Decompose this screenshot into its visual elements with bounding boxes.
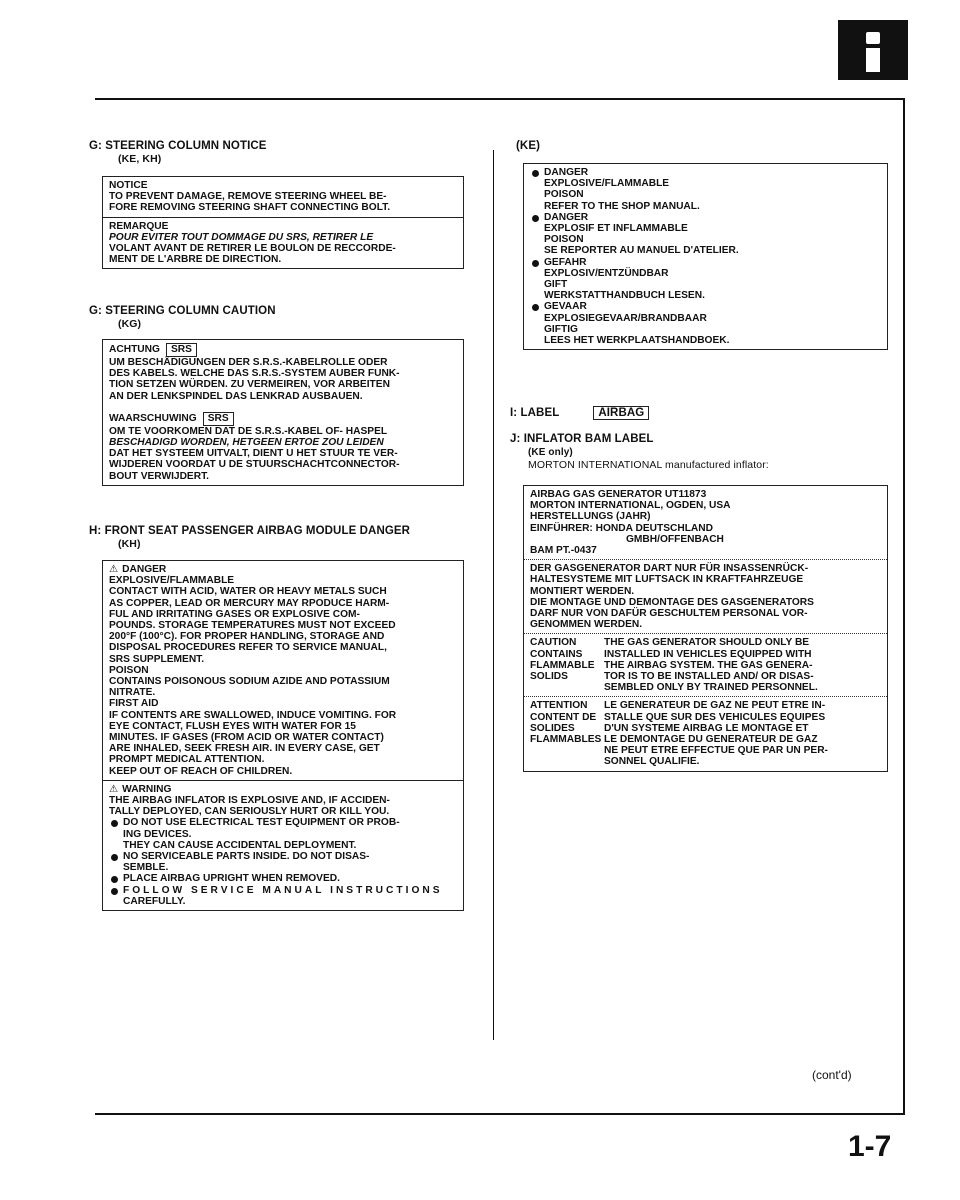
bullet-item: GEVAAR <box>530 301 881 312</box>
h-danger-section: ⚠ DANGER EXPLOSIVE/FLAMMABLE CONTACT WITH ACID, WATER OR HEAVY METALS SUCH AS COPPER, LEAD OR MERCURY MAY RPODUCE HARM- FUL AND IRRITATING GASES OR EXPLOSIVE COM- POUNDS. STORAGE TEMPERATURES MUST NOT EXCEED 200°F (100°C). FOR PROPER HANDLING, STORAGE AND DISPOSAL PROCEDURES REFER TO SERVICE MANUAL, SRS SUPPLEMENT. POISON CONTAINS POISONOUS SODIUM AZIDE AND POTASSIUM NITRATE. FIRST AID IF CONTENTS ARE SWALLOWED, INDUCE VOMITING. FOR EYE CONTACT, FLUSH EYES WITH WATER FOR 15 MINUTES. IF GASES (FROM ACID OR WATER CONTACT) ARE INHALED, SEEK FRESH AIR. IN EVERY CASE, GET PROMPT MEDICAL ATTENTION. KEEP OUT OF REACH OF CHILDREN. <box>103 561 463 780</box>
bullet-item: GEFAHR <box>530 257 881 268</box>
i-heading: I: LABEL AIRBAG <box>510 406 649 420</box>
bullet-item: FOLLOW SERVICE MANUAL INSTRUCTIONS <box>109 885 457 896</box>
bullet-item: DANGER <box>530 167 881 178</box>
page-number: 1-7 <box>848 1130 892 1163</box>
j-top-section: AIRBAG GAS GENERATOR UT11873 MORTON INTERNATIONAL, OGDEN, USA HERSTELLUNGS (JAHR) EINFÜHRER: HONDA DEUTSCHLAND GMBH/OFFENBACH BAM PT.-0437 <box>530 489 731 557</box>
top-rule <box>95 98 905 100</box>
srs-tag: SRS <box>203 412 234 426</box>
ke-heading: (KE) <box>516 140 541 152</box>
g1-heading: G: STEERING COLUMN NOTICE (KE, KH) <box>89 140 267 165</box>
warning-triangle-icon: ⚠ WARNING <box>109 784 457 795</box>
g2-label-box <box>102 339 464 486</box>
bullet-item: PLACE AIRBAG UPRIGHT WHEN REMOVED. <box>109 873 457 884</box>
h-label-box <box>102 560 464 911</box>
remarque-section: REMARQUE POUR EVITER TOUT DOMMAGE DU SRS, RETIRER LE VOLANT AVANT DE RETIRER LE BOULON DE RECCORDE- MENT DE L'ARBRE DE DIRECTION. <box>103 217 463 269</box>
ke-label-box <box>523 163 888 350</box>
bullet-item: DO NOT USE ELECTRICAL TEST EQUIPMENT OR PROB- <box>109 817 457 828</box>
airbag-tag: AIRBAG <box>593 406 649 420</box>
warning-triangle-icon: ⚠ DANGER <box>109 564 457 575</box>
bullet-item: NO SERVICEABLE PARTS INSIDE. DO NOT DISAS- <box>109 851 457 862</box>
notice-section: NOTICE TO PREVENT DAMAGE, REMOVE STEERING WHEEL BE- FORE REMOVING STEERING SHAFT CONNECTING BOLT. <box>109 180 391 214</box>
achtung-section: ACHTUNG SRS UM BESCHÄDIGUNGEN DER S.R.S.-KABELROLLE ODER DES KABELS. WELCHE DAS S.R.S.-SYSTEM AUBER FUNK- TION SETZEN WÜRDEN. ZU VERMEIREN, VOR ARBEITEN AN DER LENKSPINDEL DAS LENKRAD AUSBAUEN. WAARSCHUWING SRS OM TE VOORKOMEN DAT DE S.R.S.-KABEL OF- HASPEL BESCHADIGD WORDEN, HETGEEN ERTOE ZOU LEIDEN DAT HET SYSTEEM UITVALT, DIENT U HET STUUR TE VER- WIJDEREN VOORDAT U DE STUURSCHACHTCONNECTOR- BOUT VERWIJDERT. <box>109 344 400 482</box>
j-label-box <box>523 485 888 772</box>
j-heading: J: INFLATOR BAM LABEL (KE only) MORTON INTERNATIONAL manufactured inflator: <box>510 433 769 471</box>
h-heading: H: FRONT SEAT PASSENGER AIRBAG MODULE DANGER (KH) <box>89 525 411 550</box>
bullet-item: DANGER <box>530 212 881 223</box>
j-fr-section: ATTENTION CONTENT DE SOLIDES FLAMMABLES LE GENERATEUR DE GAZ NE PEUT ETRE IN- STALLE QUE SUR DES VEHICULES EQUIPES D'UN SYSTEME AIRBAG LE MONTAGE ET LE DEMONTAGE DU GENERATEUR DE GAZ NE PEUT ETRE EFFECTUE QUE PAR UN PER- SONNEL QUALIFIE. <box>524 696 887 770</box>
right-rule <box>903 98 905 1115</box>
ke-section: DANGER EXPLOSIVE/FLAMMABLE POISON REFER TO THE SHOP MANUAL. DANGER EXPLOSIF ET INFLAMMABLE POISON SE REPORTER AU MANUEL D'ATELIER. GEFAHR EXPLOSIV/ENTZÜNDBAR GIFT WERKSTATTHANDBUCH LESEN. GEVAAR EXPLOSIEGEVAAR/BRANDBAAR GIFTIG LEES HET WERKPLAATSHANDBOEK. <box>524 164 887 349</box>
info-icon <box>838 20 908 80</box>
g2-heading: G: STEERING COLUMN CAUTION (KG) <box>89 305 276 330</box>
bottom-rule <box>95 1113 905 1115</box>
srs-tag: SRS <box>166 343 197 357</box>
continued-note: (cont'd) <box>812 1068 852 1082</box>
column-divider <box>493 150 494 1040</box>
j-de-section: DER GASGENERATOR DART NUR FÜR INSASSENRÜCK- HALTESYSTEME MIT LUFTSACK IN KRAFTFAHRZEUGE MONTIERT WERDEN. DIE MONTAGE UND DEMONTAGE DES GASGENERATORS DARF NUR VON DAFÜR GESCHULTEM PERSONAL VOR- GENOMMEN WERDEN. <box>524 559 887 633</box>
g1-label-box <box>102 176 464 269</box>
h-warning-section: ⚠ WARNING THE AIRBAG INFLATOR IS EXPLOSIVE AND, IF ACCIDEN- TALLY DEPLOYED, CAN SERIOUSLY HURT OR KILL YOU. DO NOT USE ELECTRICAL TEST EQUIPMENT OR PROB- ING DEVICES. THEY CAN CAUSE ACCIDENTAL DEPLOYMENT. NO SERVICEABLE PARTS INSIDE. DO NOT DISAS- SEMBLE. PLACE AIRBAG UPRIGHT WHEN REMOVED. FOLLOW SERVICE MANUAL INSTRUCTIONS CAREFULLY. <box>103 780 463 910</box>
j-en-section: CAUTION CONTAINS FLAMMABLE SOLIDS THE GAS GENERATOR SHOULD ONLY BE INSTALLED IN VEHICLES EQUIPPED WITH THE AIRBAG SYSTEM. THE GAS GENERA- TOR IS TO BE INSTALLED AND/ OR DISAS- SEMBLED ONLY BY TRAINED PERSONNEL. <box>524 633 887 696</box>
